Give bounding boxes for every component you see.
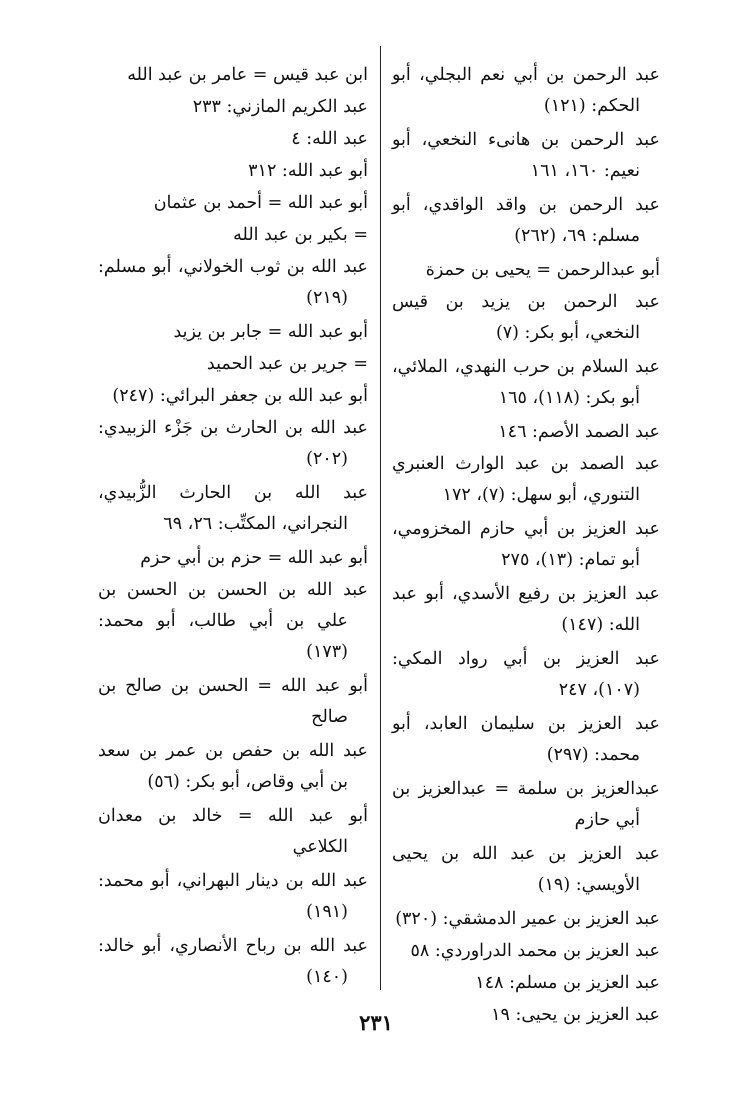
index-entry: عبد العزيز بن مسلم: ١٤٨ — [475, 973, 660, 993]
index-entry: أبو عبد الله = أحمد بن عثمان — [153, 193, 368, 213]
page-number: ٢٣١ — [359, 1010, 393, 1035]
index-entry: عبد العزيز بن أبي حازم المخزومي، أبو تمام: (١٣)، ٢٧٥ — [392, 519, 660, 570]
index-entry: عبد الصمد بن عبد الوارث العنبري التنوري، أبو سهل: (٧)، ١٧٢ — [392, 454, 660, 505]
index-entry: عبدالعزيز بن سلمة = عبدالعزيز بن أبي حازم — [392, 779, 660, 830]
index-entry: أبو عبد الله = حزم بن أبي حزم — [140, 548, 368, 568]
index-entry: عبد الله بن الحارث الزُّبيدي، النجراني، المكتِّب: ٢٦، ٦٩ — [98, 483, 368, 534]
index-entry: عبد العزيز بن عبد الله بن يحيى الأويسي: (١٩) — [392, 844, 660, 895]
index-entry: أبو عبد الله = جابر بن يزيد — [173, 322, 368, 342]
index-entry: عبد الرحمن بن أبي نعم البجلي، أبو الحكم: (١٢١) — [392, 65, 660, 116]
index-entry: ابن عبد قيس = عامر بن عبد الله — [127, 65, 368, 85]
index-entry: أبو عبد الله بن جعفر البرائي: (٢٤٧) — [112, 386, 368, 406]
index-entry: عبد الرحمن بن يزيد بن قيس النخعي، أبو بكر: (٧) — [392, 292, 660, 343]
index-entry: عبد العزيز بن أبي رواد المكي: (١٠٧)، ٢٤٧ — [392, 649, 660, 700]
index-entry: عبد الله بن ثوب الخولاني، أبو مسلم: (٢١٩) — [98, 257, 368, 308]
index-entry: عبد العزيز بن رفيع الأسدي، أبو عبد الله: (١٤٧) — [392, 584, 660, 635]
index-column-left — [98, 60, 368, 996]
index-entry: عبد الله: ٤ — [291, 129, 368, 149]
index-entry: عبد الله بن رباح الأنصاري، أبو خالد: (١٤٠) — [98, 936, 368, 987]
index-entry: عبد العزيز بن سليمان العابد، أبو محمد: (٢٩٧) — [392, 714, 660, 765]
index-entry: عبد الله بن حفص بن عمر بن سعد بن أبي وقاص، أبو بكر: (٥٦) — [98, 741, 368, 792]
index-entry: عبد السلام بن حرب النهدي، الملائي، أبو بكر: (١١٨)، ١٦٥ — [392, 357, 660, 408]
index-entry: عبد الرحمن بن هانىء النخعي، أبو نعيم: ١٦٠، ١٦١ — [392, 130, 660, 181]
index-column-right — [392, 60, 660, 1032]
index-entry: عبد الله بن الحارث بن جَزْء الزبيدي: (٢٠٢) — [98, 418, 368, 469]
index-entry: أبو عبد الله = خالد بن معدان الكلاعي — [98, 806, 368, 857]
index-entry: = جرير بن عبد الحميد — [206, 354, 368, 374]
index-entry: أبو عبد الله = الحسن بن صالح بن صالح — [98, 676, 368, 727]
index-entry: عبد الكريم المازني: ٢٣٣ — [192, 97, 368, 117]
index-entry: = بكير بن عبد الله — [233, 225, 368, 245]
index-entry: عبد العزيز بن عمير الدمشقي: (٣٢٠) — [395, 909, 660, 929]
index-entry: عبد الصمد الأصم: ١٤٦ — [498, 422, 660, 442]
index-entry: عبد الرحمن بن واقد الواقدي، أبو مسلم: ٦٩، (٢٦٢) — [392, 195, 660, 246]
index-entry: عبد الله بن دينار البهراني، أبو محمد: (١٩١) — [98, 871, 368, 922]
index-entry: عبد العزيز بن يحيى: ١٩ — [491, 1005, 660, 1025]
column-divider — [380, 46, 381, 990]
index-entry: أبو عبدالرحمن = يحيى بن حمزة — [425, 260, 660, 280]
index-entry: عبد الله بن الحسن بن الحسن بن علي بن أبي طالب، أبو محمد: (١٧٣) — [98, 580, 368, 662]
index-entry: أبو عبد الله: ٣١٢ — [248, 161, 368, 181]
index-entry: عبد العزيز بن محمد الدراوردي: ٥٨ — [410, 941, 660, 961]
